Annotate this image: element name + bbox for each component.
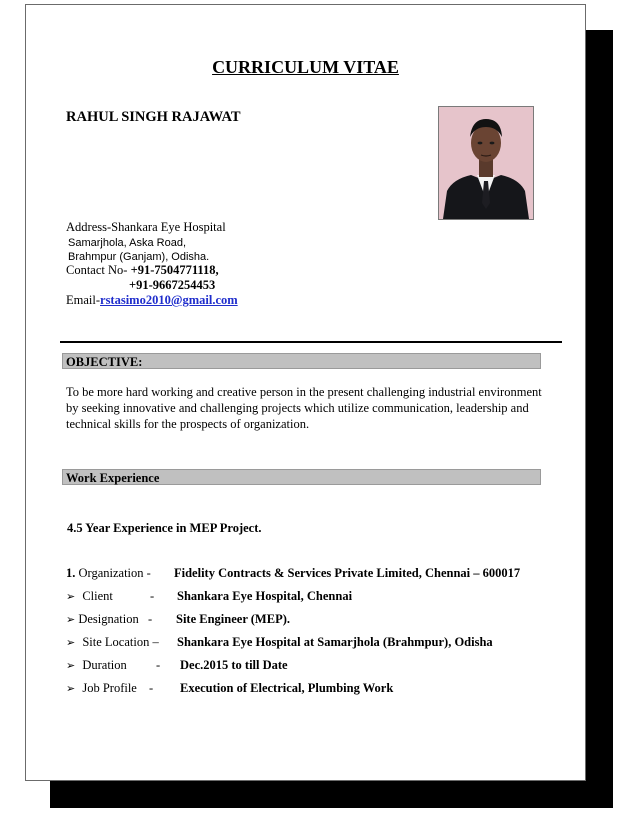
detail-value: Dec.2015 to till Date (180, 658, 288, 672)
contact-line (66, 263, 219, 278)
arrowhead-bullet-icon: ➢ (66, 590, 76, 603)
detail-row-client (66, 589, 113, 604)
detail-label: Designation (78, 612, 139, 626)
address-line-1: Address-Shankara Eye Hospital (66, 220, 226, 234)
arrowhead-bullet-icon: ➢ (66, 682, 76, 695)
profile-photo (438, 106, 534, 220)
document-title: CURRICULUM VITAE (212, 57, 399, 77)
candidate-name: RAHUL SINGH RAJAWAT (66, 109, 241, 125)
arrowhead-bullet-icon: ➢ (66, 659, 76, 672)
arrowhead-bullet-icon: ➢ (66, 613, 76, 626)
organization-line (66, 566, 151, 581)
resume-page (25, 4, 586, 781)
detail-value: Site Engineer (MEP). (176, 612, 290, 626)
arrowhead-bullet-icon: ➢ (66, 636, 76, 649)
contact-label: Contact No- (66, 263, 131, 277)
header-divider (60, 341, 562, 343)
phone-secondary: +91-9667254453 (129, 278, 216, 292)
detail-value: Shankara Eye Hospital at Samarjhola (Brahmpur), Odisha (177, 635, 493, 649)
org-label: Organization - (75, 566, 151, 580)
email-label: Email- (66, 293, 101, 307)
detail-row-site-location (66, 635, 159, 650)
email-link[interactable]: rstasimo2010@gmail.com (100, 293, 238, 307)
detail-label: Client (82, 589, 113, 603)
org-value: Fidelity Contracts & Services Private Limited, Chennai – 600017 (174, 566, 521, 580)
portrait-image (439, 107, 533, 219)
work-experience-heading: Work Experience (62, 469, 541, 485)
address-line-3: Brahmpur (Ganjam), Odisha. (68, 251, 210, 263)
phone-primary: +91-7504771118, (130, 263, 219, 277)
detail-label: Site Location – (82, 635, 159, 649)
detail-value: Shankara Eye Hospital, Chennai (177, 589, 353, 603)
email-line (66, 293, 238, 308)
detail-row-job-profile (66, 681, 137, 696)
detail-sep: - (150, 589, 155, 603)
detail-label: Job Profile (82, 681, 137, 695)
detail-value: Execution of Electrical, Plumbing Work (180, 681, 394, 695)
detail-label: Duration (82, 658, 127, 672)
objective-heading: OBJECTIVE: (62, 353, 541, 369)
detail-sep: - (148, 612, 153, 626)
experience-summary: 4.5 Year Experience in MEP Project. (67, 521, 262, 535)
detail-sep: - (149, 681, 154, 695)
detail-row-duration (66, 658, 127, 673)
detail-sep: - (156, 658, 161, 672)
address-line-2: Samarjhola, Aska Road, (68, 237, 187, 249)
objective-text: To be more hard working and creative person in the present challenging industrial environment by seeking innovative and challenging projects which utilize communication, leadership and technical skills for the prospects of organization. (66, 385, 542, 431)
org-number: 1. (66, 566, 76, 580)
detail-row-designation (66, 612, 139, 627)
